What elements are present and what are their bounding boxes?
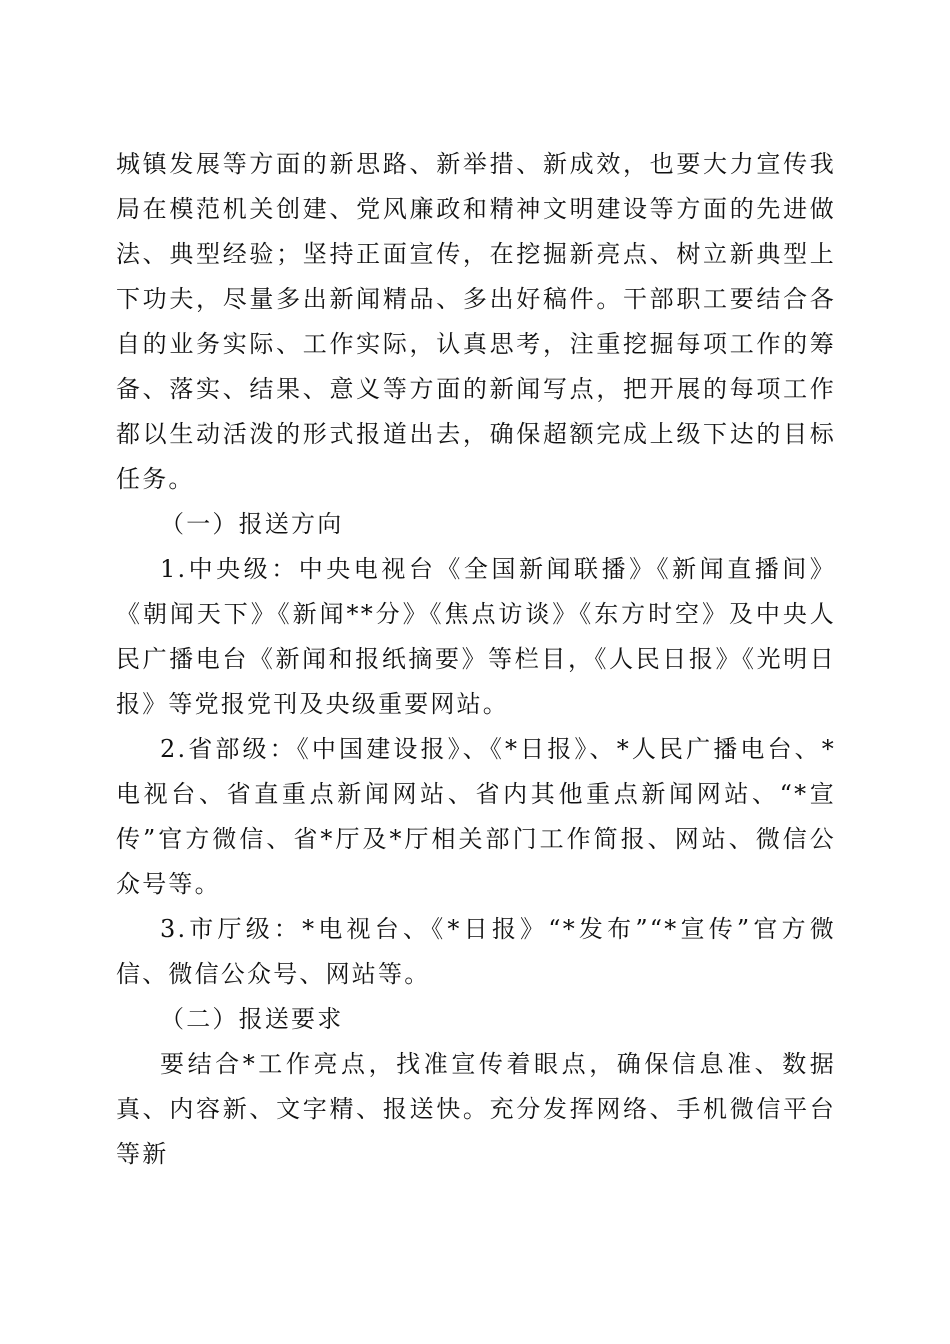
list-item-central-level: 1.中央级：中央电视台《全国新闻联播》《新闻直播间》《朝闻天下》《新闻**分》《焦点访谈》《东方时空》及中央人民广播电台《新闻和报纸摘要》等栏目，《人民日报》《光明日报》等党报党刊及央级重要网站。 <box>116 555 836 718</box>
list-item-provincial-level: 2.省部级：《中国建设报》、《*日报》、*人民广播电台、*电视台、省直重点新闻网站、省内其他重点新闻网站、“*宣传”官方微信、省*厅及*厅相关部门工作简报、网站、微信公众号等。 <box>116 735 836 898</box>
body-paragraph-requirements: 要结合*工作亮点，找准宣传着眼点，确保信息准、数据真、内容新、文字精、报送快。充分发挥网络、手机微信平台等新 <box>116 1050 836 1168</box>
section-heading-report-requirements: （二）报送要求 <box>160 1005 344 1033</box>
document-body <box>116 142 836 1177</box>
list-item-city-level: 3.市厅级：*电视台、《*日报》“*发布”“*宣传”官方微信、微信公众号、网站等。 <box>116 915 836 988</box>
section-heading-report-direction: （一）报送方向 <box>160 510 344 538</box>
body-paragraph-continuation: 城镇发展等方面的新思路、新举措、新成效，也要大力宣传我局在模范机关创建、党风廉政和精神文明建设等方面的先进做法、典型经验；坚持正面宣传，在挖掘新亮点、树立新典型上下功夫，尽量多出新闻精品、多出好稿件。干部职工要结合各自的业务实际、工作实际，认真思考，注重挖掘每项工作的筹备、落实、结果、意义等方面的新闻写点，把开展的每项工作都以生动活泼的形式报道出去，确保超额完成上级下达的目标任务。 <box>116 150 836 493</box>
